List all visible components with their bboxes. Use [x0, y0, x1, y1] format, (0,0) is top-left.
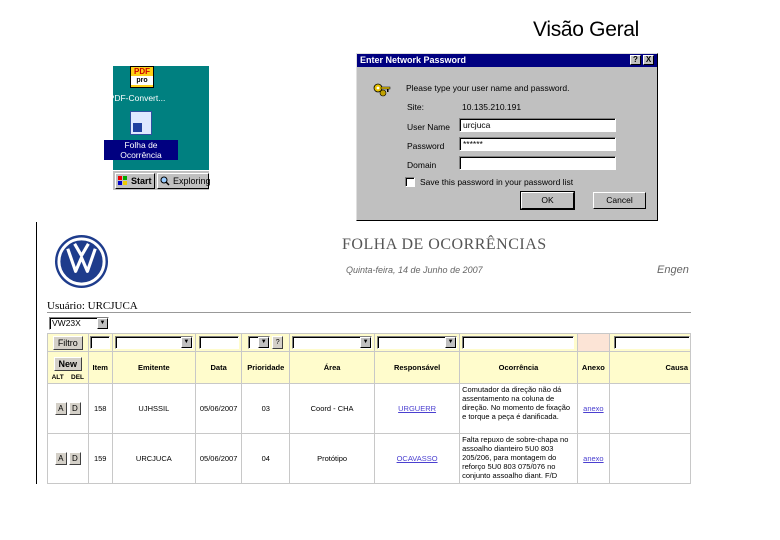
- filter-item-input[interactable]: [90, 336, 110, 349]
- dialog-titlebar: [357, 54, 657, 67]
- col-header-anexo[interactable]: Anexo: [577, 352, 609, 384]
- new-button[interactable]: New: [54, 357, 83, 371]
- cell-item: 158: [88, 384, 112, 434]
- table-row: [48, 384, 691, 434]
- windows-logo-icon: [118, 176, 128, 186]
- filter-item-cell: [88, 334, 112, 352]
- folha-ocorrencias-app: [36, 222, 691, 484]
- cell-causa: [609, 434, 690, 484]
- header-row: [48, 352, 691, 384]
- exploring-label: Exploring: [173, 176, 211, 186]
- filter-anexo-cell: [577, 334, 609, 352]
- cell-ocorrencia: Falta repuxo de sobre-chapa no assoalho dianteiro 5U0 803 205/206, para montagem do reforço 5U0 803 075/076 no conjunto assoalho diant. F/D: [460, 434, 578, 484]
- vehicle-select-value: VW23X: [52, 318, 81, 328]
- cell-responsavel: [375, 384, 460, 434]
- ok-button[interactable]: OK: [521, 192, 574, 209]
- chevron-down-icon: ▼: [360, 337, 371, 348]
- filter-area-select[interactable]: [292, 336, 372, 349]
- cell-data: 05/06/2007: [195, 384, 242, 434]
- dialog-title: Enter Network Password: [360, 55, 467, 65]
- alt-del-labels: [48, 374, 88, 381]
- responsavel-link[interactable]: OCAVASSO: [396, 454, 438, 463]
- cell-emitente: UJHSSIL: [112, 384, 195, 434]
- responsavel-link[interactable]: URGUERR: [398, 404, 437, 413]
- chevron-down-icon: ▼: [97, 318, 108, 329]
- filter-area-cell: [290, 334, 375, 352]
- filter-causa-input[interactable]: [614, 336, 690, 349]
- filter-prioridade-select[interactable]: [248, 336, 270, 349]
- taskbar: [113, 170, 209, 190]
- new-button-cell: [48, 352, 89, 384]
- network-password-dialog: [356, 53, 658, 221]
- keys-icon: [372, 82, 392, 98]
- filter-emitente-select[interactable]: [115, 336, 193, 349]
- dialog-prompt: Please type your user name and password.: [406, 83, 570, 93]
- col-header-ocorrencia[interactable]: Ocorrência: [460, 352, 578, 384]
- filter-button[interactable]: Filtro: [53, 336, 83, 350]
- col-header-prioridade[interactable]: Prioridade: [242, 352, 290, 384]
- pdf-badge-top: PDF: [134, 67, 150, 76]
- delete-button[interactable]: D: [69, 452, 81, 465]
- filter-emitente-cell: [112, 334, 195, 352]
- prioridade-help-button[interactable]: ?: [272, 336, 283, 349]
- occurrences-table: [47, 333, 691, 484]
- row-actions: [48, 384, 89, 434]
- help-title-button[interactable]: ?: [630, 55, 641, 65]
- folha-ocorrencia-icon[interactable]: [130, 111, 152, 135]
- anexo-link[interactable]: anexo: [583, 404, 604, 413]
- username-label: User Name: [407, 122, 450, 132]
- chevron-down-icon: ▼: [258, 337, 269, 348]
- cell-prioridade: 03: [242, 384, 290, 434]
- domain-input[interactable]: [459, 156, 616, 170]
- table-row: [48, 434, 691, 484]
- page-title: Visão Geral: [533, 18, 640, 41]
- folha-ocorrencia-label[interactable]: [104, 140, 178, 160]
- magnifier-icon: [160, 176, 170, 186]
- cell-emitente: URCJUCA: [112, 434, 195, 484]
- cell-anexo: [577, 434, 609, 484]
- cell-area: Coord - CHA: [290, 384, 375, 434]
- site-label: Site:: [407, 102, 425, 112]
- password-input[interactable]: ******: [459, 137, 616, 151]
- password-label: Password: [407, 141, 445, 151]
- filter-ocorrencia-cell: [460, 334, 578, 352]
- col-header-responsavel[interactable]: Responsável: [375, 352, 460, 384]
- filter-ocorrencia-input[interactable]: [462, 336, 574, 349]
- col-header-causa[interactable]: Causa: [609, 352, 690, 384]
- domain-label: Domain: [407, 160, 437, 170]
- close-title-button[interactable]: X: [643, 55, 654, 65]
- username-input[interactable]: urcjuca: [459, 118, 616, 132]
- site-value: 10.135.210.191: [462, 102, 522, 112]
- cell-data: 05/06/2007: [195, 434, 242, 484]
- filter-prioridade-cell: [242, 334, 290, 352]
- cell-ocorrencia: Comutador da direção não dá assentamento na coluna de direção. No momento de fixação e torque a peça é danificada.: [460, 384, 578, 434]
- delete-button[interactable]: D: [69, 402, 81, 415]
- filter-data-input[interactable]: [199, 336, 239, 349]
- cell-area: Protótipo: [290, 434, 375, 484]
- col-header-item[interactable]: Item: [88, 352, 112, 384]
- anexo-link[interactable]: anexo: [583, 454, 604, 463]
- folha-ocorrencia-label-line2: Ocorrência: [120, 150, 162, 160]
- col-header-emitente[interactable]: Emitente: [112, 352, 195, 384]
- app-engen-label: Engen: [657, 264, 689, 276]
- row-actions: [48, 434, 89, 484]
- filter-causa-cell: [609, 334, 690, 352]
- filter-data-cell: [195, 334, 242, 352]
- app-date: Quinta-feira, 14 de Junho de 2007: [346, 265, 483, 275]
- pdf-convert-label[interactable]: PDF-Convert...: [108, 93, 166, 103]
- cell-anexo: [577, 384, 609, 434]
- alter-button[interactable]: A: [55, 402, 67, 415]
- folha-ocorrencia-label-line1: Folha de: [124, 140, 158, 150]
- start-button[interactable]: [115, 173, 155, 189]
- cancel-button[interactable]: Cancel: [593, 192, 646, 209]
- current-user: Usuário: URCJUCA: [47, 300, 138, 312]
- save-password-checkbox[interactable]: [405, 177, 415, 187]
- col-header-data[interactable]: Data: [195, 352, 242, 384]
- header-divider: [47, 312, 691, 313]
- filter-row: [48, 334, 691, 352]
- cell-prioridade: 04: [242, 434, 290, 484]
- col-header-area[interactable]: Área: [290, 352, 375, 384]
- save-password-label: Save this password in your password list: [420, 177, 574, 187]
- alt-label: ALT: [51, 373, 64, 381]
- filter-responsavel-cell: [375, 334, 460, 352]
- chevron-down-icon: ▼: [181, 337, 192, 348]
- vw-logo-icon: [54, 234, 109, 289]
- filter-button-cell: [48, 334, 89, 352]
- exploring-taskbar-button[interactable]: [157, 173, 209, 189]
- filter-responsavel-select[interactable]: [377, 336, 457, 349]
- vehicle-select[interactable]: [49, 317, 109, 330]
- cell-causa: [609, 384, 690, 434]
- app-title: FOLHA DE OCORRÊNCIAS: [342, 236, 547, 253]
- chevron-down-icon: ▼: [445, 337, 456, 348]
- del-label: DEL: [71, 373, 84, 381]
- alter-button[interactable]: A: [55, 452, 67, 465]
- cell-item: 159: [88, 434, 112, 484]
- cell-responsavel: [375, 434, 460, 484]
- pdf-convert-icon[interactable]: [130, 66, 154, 88]
- start-label: Start: [131, 176, 152, 186]
- pdf-badge-bottom: pro: [131, 76, 153, 85]
